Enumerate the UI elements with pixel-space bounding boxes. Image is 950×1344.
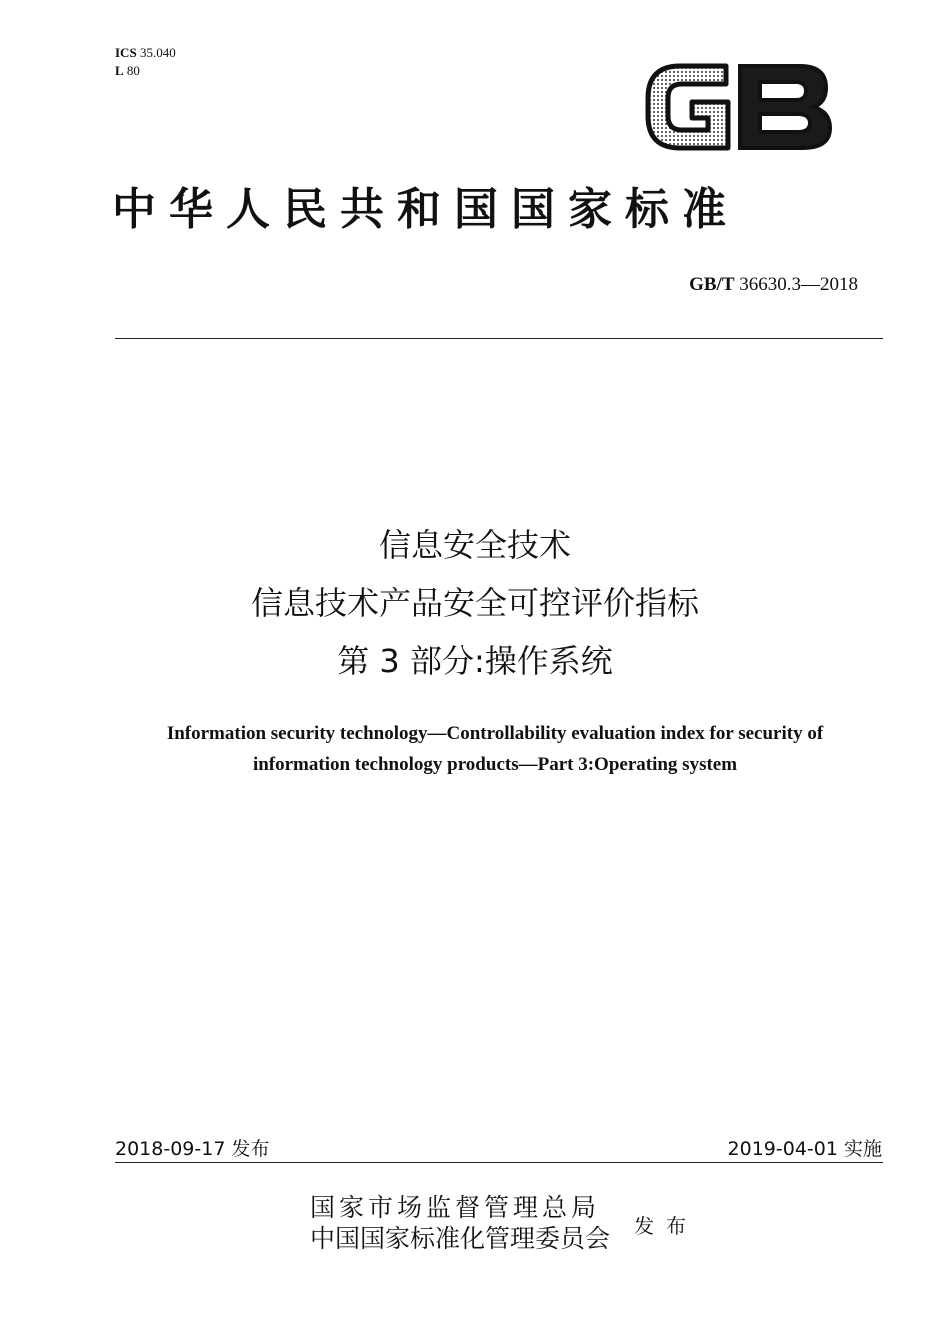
issuer-2: 中国国家标准化管理委员会 <box>310 1224 611 1253</box>
ccs-value: 80 <box>126 63 140 78</box>
title-cn-line2: 信息技术产品安全可控评价指标 <box>250 584 699 622</box>
bottom-divider <box>115 1162 883 1163</box>
ics-label: ICS <box>115 45 137 60</box>
standard-number <box>689 274 858 296</box>
standard-prefix: GB/T <box>689 274 735 295</box>
title-cn-line1: 信息安全技术 <box>378 526 571 564</box>
national-standard-title: 中华人民共和国国家标准 <box>112 184 739 235</box>
title-en-line1: Information security technology—Controllability evaluation index for security of <box>166 723 824 744</box>
gb-logo-icon <box>640 58 836 156</box>
title-en-line2: information technology products—Part 3:Operating system <box>252 754 738 775</box>
ccs-code <box>115 62 176 80</box>
ccs-label: L <box>115 63 124 78</box>
standard-code: 36630.3—2018 <box>739 274 858 295</box>
classification-codes <box>115 44 176 80</box>
issuing-organizations <box>310 1192 610 1254</box>
ics-value: 35.040 <box>139 45 176 60</box>
issue-verb: 发布 <box>634 1214 698 1238</box>
title-en <box>100 718 890 780</box>
implement-date: 2019-04-01 实施 <box>727 1138 882 1160</box>
issuer-1: 国家市场监督管理总局 <box>310 1193 601 1222</box>
publish-date: 2018-09-17 发布 <box>115 1138 270 1160</box>
ics-code <box>115 44 176 62</box>
title-cn-line3: 第 3 部分:操作系统 <box>337 642 613 680</box>
top-divider <box>115 338 883 339</box>
